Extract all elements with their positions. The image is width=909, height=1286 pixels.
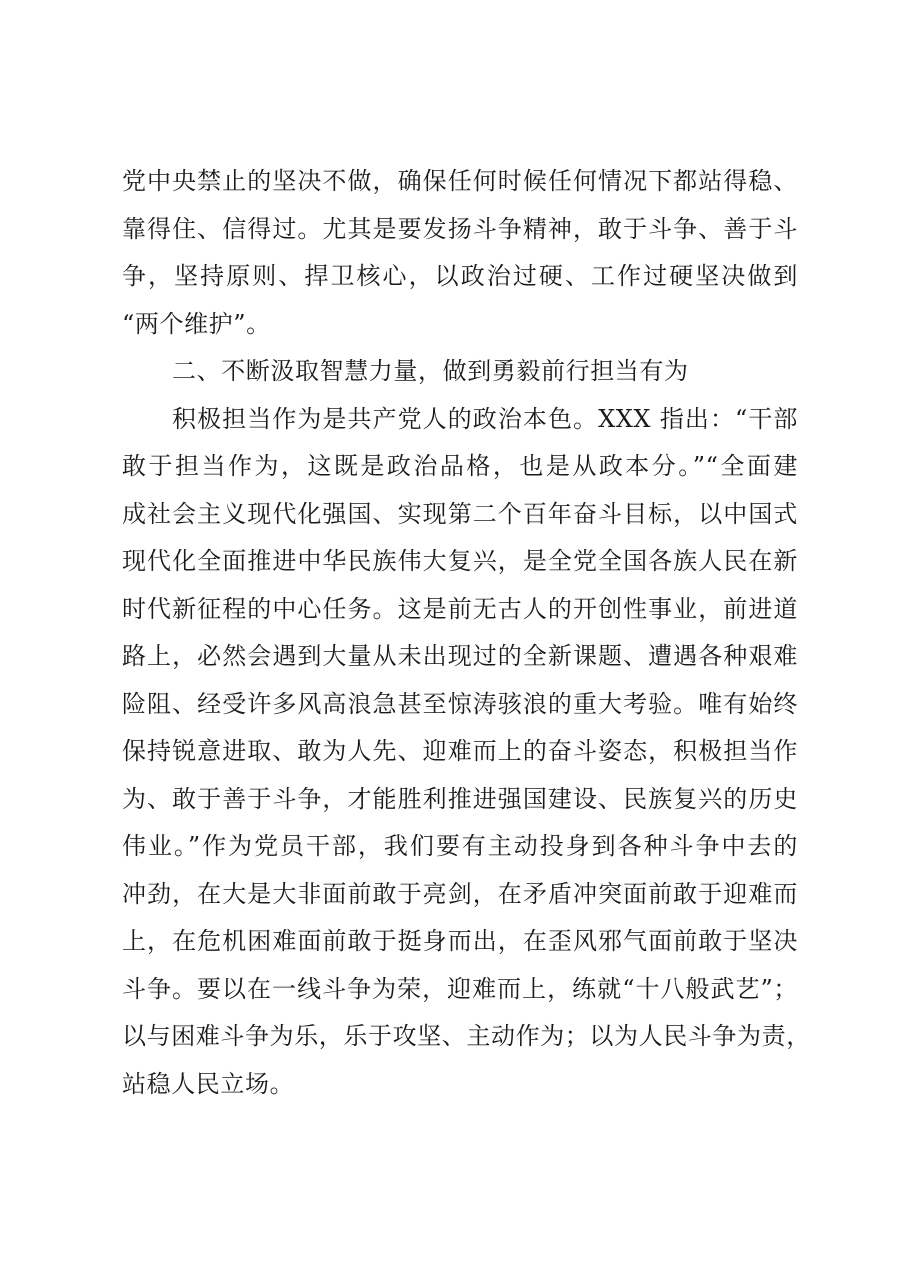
document-body [122, 158, 811, 1108]
paragraph-section-2 [122, 396, 811, 1109]
paragraph-line: “两个维护”。 [122, 309, 271, 338]
paragraph-line: 以与困难斗争为乐，乐于攻坚、主动作为；以为人民斗争为责， [122, 1022, 811, 1050]
paragraph-line: 冲劲，在大是大非面前敢于亮剑，在矛盾冲突面前敢于迎难而 [122, 879, 798, 908]
paragraph-line: 成社会主义现代化强国、实现第二个百年奋斗目标，以中国式 [122, 499, 798, 528]
paragraph-line: 上，在危机困难面前敢于挺身而出，在歪风邪气面前敢于坚决 [122, 927, 798, 955]
paragraph-line: 为、敢于善于斗争，才能胜利推进强国建设、民族复兴的历史 [122, 784, 798, 813]
paragraph-line: 保持锐意进取、敢为人先、迎难而上的奋斗姿态，积极担当作 [122, 737, 798, 765]
paragraph-line: 险阻、经受许多风高浪急甚至惊涛骇浪的重大考验。唯有始终 [122, 689, 798, 718]
section-heading: 二、不断汲取智慧力量，做到勇毅前行担当有为 [172, 357, 689, 385]
paragraph-line: 现代化全面推进中华民族伟大复兴，是全党全国各族人民在新 [122, 547, 798, 575]
paragraph-line: 靠得住、信得过。尤其是要发扬斗争精神，敢于斗争、善于斗 [122, 214, 798, 243]
paragraph-line: 路上，必然会遇到大量从未出现过的全新课题、遭遇各种艰难 [122, 642, 798, 670]
paragraph-line: 积极担当作为是共产党人的政治本色。XXX 指出：“干部 [172, 404, 798, 433]
paragraph-line: 斗争。要以在一线斗争为荣，迎难而上，练就“十八般武艺”； [122, 974, 798, 1003]
paragraph-line: 争，坚持原则、捍卫核心，以政治过硬、工作过硬坚决做到 [122, 262, 798, 290]
paragraph-continuation [122, 158, 798, 348]
paragraph-line: 站稳人民立场。 [122, 1069, 295, 1098]
paragraph-line: 伟业。”作为党员干部，我们要有主动投身到各种斗争中去的 [122, 832, 798, 860]
paragraph-line: 党中央禁止的坚决不做，确保任何时候任何情况下都站得稳、 [122, 167, 798, 195]
paragraph-line: 时代新征程的中心任务。这是前无古人的开创性事业，前进道 [122, 594, 798, 623]
paragraph-line: 敢于担当作为，这既是政治品格，也是从政本分。”“全面建 [122, 452, 798, 480]
